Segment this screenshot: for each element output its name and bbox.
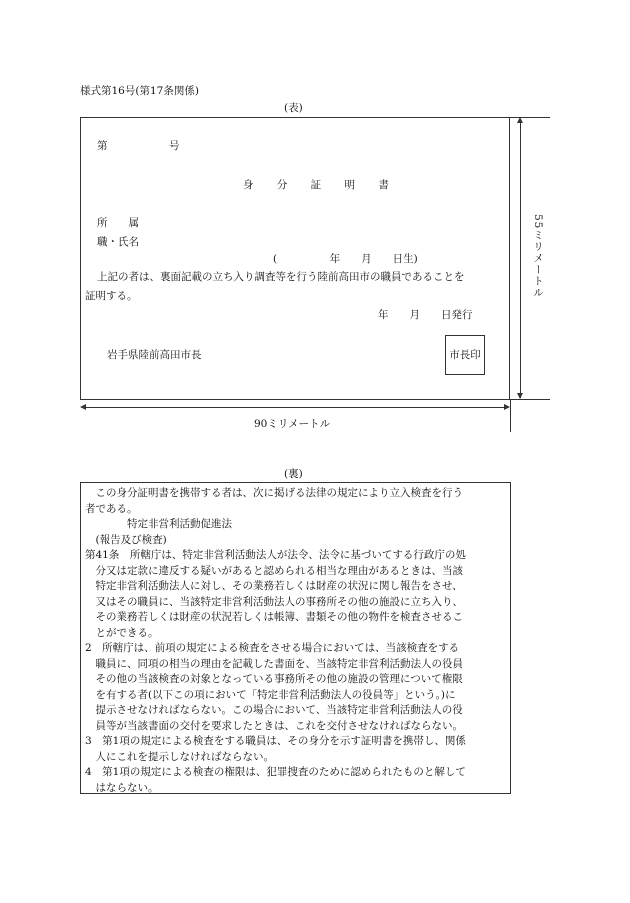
card-title: 身 分 証 明 書 (243, 179, 399, 191)
birth-date-line: ( 年 月 日生) (273, 253, 418, 265)
height-label: 55ミリメートル (532, 214, 544, 299)
form-title: 様式第16号(第17条関係) (80, 85, 199, 97)
width-dimension-line (82, 407, 508, 408)
back-text-line: (報告及び検査) (85, 533, 167, 546)
dimension-tick-bottom (510, 399, 550, 400)
back-text-line: を有する者(以下この項において「特定非営利活動法人の役員等」という。)に (85, 688, 456, 701)
back-text-line: 者である。 (85, 502, 138, 515)
back-text-line: 人にこれを提示しなければならない。 (85, 750, 274, 763)
back-text-line: はならない。 (85, 781, 159, 794)
back-text-line: 又はその職員に、当該特定非営利活動法人の事務所その他の施設に立ち入り、 (85, 595, 463, 608)
height-dimension-line (520, 120, 521, 398)
name-label: 職・氏名 (97, 236, 139, 248)
back-heading: (裏) (284, 468, 303, 480)
back-text-line: その業務若しくは財産の状況若しくは帳簿、書類その他の物件を検査させるこ (85, 611, 463, 623)
back-text-line: その他の当該検査の対象となっている事務所その他の施設の管理について権限 (85, 673, 463, 685)
issue-date: 年 月 日発行 (378, 309, 473, 321)
arrow-right-icon (504, 404, 510, 410)
back-text-line: 3 第1項の規定による検査をする職員は、その身分を示す証明書を携帯し、関係 (85, 735, 466, 747)
back-text-line: 分又は定款に違反する疑いがあると認められる相当な理由があるときは、当該 (85, 564, 463, 577)
dimension-tick-top (510, 117, 550, 118)
back-text-line: この身分証明書を携帯する者は、次に掲げる法律の規定により立入検査を行う (85, 487, 463, 499)
arrow-left-icon (80, 404, 86, 410)
back-text-line: 2 所轄庁は、前項の規定による検査をさせる場合においては、当該検査をする (85, 642, 460, 654)
seal-text: 市長印 (449, 349, 481, 361)
back-text-line: 職員に、同項の相当の理由を記載した書面を、当該特定非営利活動法人の役員 (85, 657, 463, 670)
back-text-line: 特定非営利活動法人に対し、その業務若しくは財産の状況に関し報告をさせ、 (85, 580, 463, 592)
statement-line-2: 証明する。 (85, 290, 138, 302)
back-text-line: 第41条 所轄庁は、特定非営利活動法人が法令、法令に基づいてする行政庁の処 (85, 549, 466, 561)
dimension-tick-right (510, 400, 511, 432)
number-suffix: 号 (169, 140, 180, 152)
arrow-up-icon (517, 117, 523, 123)
statement-line-1: 上記の者は、裏面記載の立ち入り調査等を行う陸前高田市の職員であることを (97, 271, 465, 283)
width-label: 90ミリメートル (254, 418, 331, 430)
back-text-line: 提示させなければならない。この場合において、当該特定非営利活動法人の役 (85, 704, 463, 716)
mayor-seal (445, 335, 485, 375)
issuer: 岩手県陸前高田市長 (107, 349, 202, 361)
back-text-line: とができる。 (85, 626, 159, 639)
back-text-line: 員等が当該書面の交付を要求したときは、これを交付させなければならない。 (85, 719, 463, 732)
affiliation-label: 所 属 (97, 217, 139, 229)
front-heading: (表) (284, 102, 303, 114)
number-prefix: 第 (97, 140, 108, 152)
back-text-line: 4 第1項の規定による検査の権限は、犯罪捜査のために認められたものと解して (85, 766, 466, 778)
arrow-down-icon (517, 393, 523, 399)
back-card (80, 482, 511, 794)
front-card (80, 117, 510, 400)
back-text-line: 特定非営利活動促進法 (85, 518, 232, 530)
